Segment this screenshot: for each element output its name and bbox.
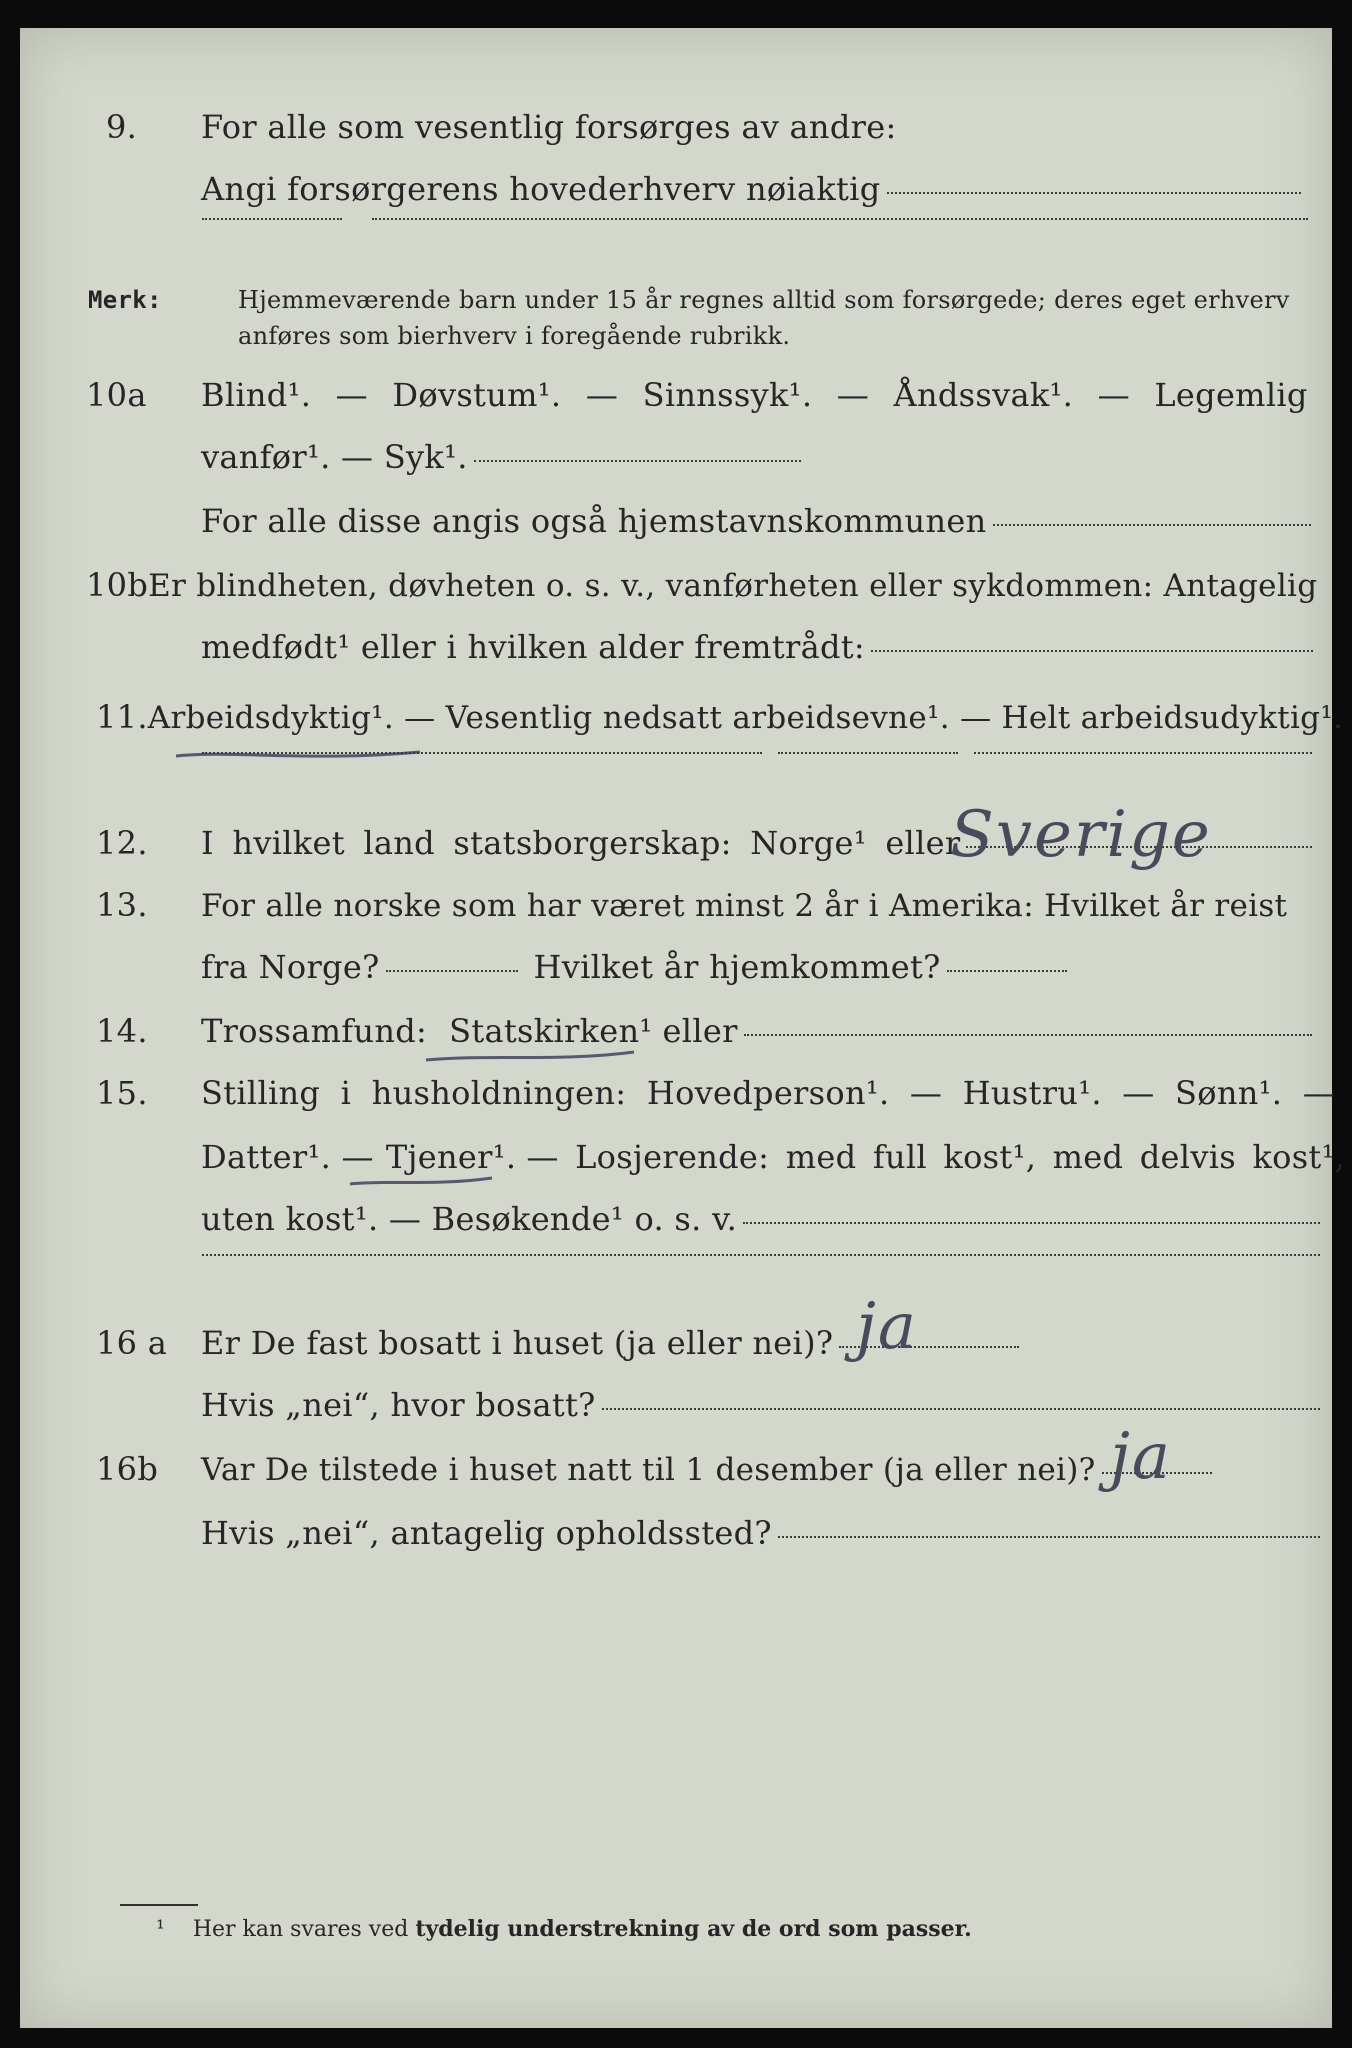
q15-text-1: Stilling i husholdningen: Hovedperson¹. — Hustru¹. — Sønn¹. —	[201, 1074, 1336, 1112]
q10a-number: 10a	[86, 376, 147, 414]
merk-label: Merk:	[88, 286, 162, 314]
q9-extra-line[interactable]	[196, 224, 1308, 226]
footnote	[156, 1916, 972, 1942]
q13-text-2a: fra Norge?	[201, 948, 380, 986]
q14-label: Trossamfund:	[201, 1012, 428, 1050]
q11-row-1	[96, 698, 1344, 736]
q16a-row-2	[201, 1386, 1320, 1424]
q9-extra-dots-1	[202, 218, 342, 220]
q15-option-tjener: Tjener¹.	[385, 1138, 517, 1176]
q12-number: 12.	[96, 824, 148, 862]
q13-text-1: For alle norske som har været minst 2 år i Amerika: Hvilket år reist	[201, 888, 1288, 924]
q13-number: 13.	[96, 886, 148, 924]
q16b-text-2: Hvis „nei“, antagelig opholdssted?	[201, 1514, 772, 1552]
q10a-row-2	[201, 438, 801, 476]
q15-text-3: uten kost¹. — Besøkende¹ o. s. v.	[201, 1200, 738, 1238]
q15-row-1	[96, 1074, 1336, 1112]
q15-row-3	[201, 1200, 1320, 1238]
q10a-answer-line-1[interactable]	[474, 460, 801, 462]
q11-number: 11.	[96, 698, 148, 736]
q11-extra-line[interactable]	[196, 758, 1312, 760]
q11-extra-dots-2	[778, 752, 958, 754]
q14-suffix: eller	[662, 1012, 738, 1050]
q10b-number: 10b	[86, 566, 149, 604]
q16a-text-2: Hvis „nei“, hvor bosatt?	[201, 1386, 596, 1424]
q10b-text-1: Er blindheten, døvheten o. s. v., vanførheten eller sykdommen: Antagelig	[148, 568, 1318, 604]
q16a-row-1	[96, 1324, 1316, 1362]
q9-row-2	[201, 170, 1301, 208]
q16a-answer-line-2[interactable]	[602, 1408, 1320, 1410]
q15-text-2a: Datter¹. —	[201, 1138, 374, 1176]
q15-extra-dots	[202, 1254, 1320, 1256]
q10a-answer-line-2[interactable]	[993, 524, 1311, 526]
merk-text-1: Hjemmeværende barn under 15 år regnes alltid som forsørgede; deres eget erhverv	[238, 286, 1290, 314]
q10b-answer-line[interactable]	[871, 650, 1313, 652]
q13-answer-line-2[interactable]	[947, 970, 1067, 972]
q16b-row-2	[201, 1514, 1320, 1552]
q10a-text-3: For alle disse angis også hjemstavnskommunen	[201, 502, 987, 540]
q11-text-1: Arbeidsdyktig¹. — Vesentlig nedsatt arbeidsevne¹. — Helt arbeidsudyktig¹.	[147, 700, 1344, 736]
q13-row-1	[96, 886, 1326, 924]
footnote-mark: ¹	[156, 1917, 165, 1942]
footnote-text-plain: Her kan svares ved	[192, 1917, 409, 1942]
q14-answer-line[interactable]	[744, 1034, 1312, 1036]
q16b-handwritten-answer: ja	[1110, 1420, 1172, 1494]
merk-text-2: anføres som bierhverv i foregående rubrikk.	[238, 322, 791, 350]
q16b-text-1: Var De tilstede i huset natt til 1 desember (ja eller nei)?	[201, 1452, 1096, 1488]
footnote-text-bold: tydelig understrekning av de ord som passer.	[415, 1916, 972, 1942]
q16a-text-1: Er De fast bosatt i huset (ja eller nei)?	[201, 1324, 834, 1362]
q9-number: 9.	[106, 108, 138, 146]
q15-number: 15.	[96, 1074, 148, 1112]
q10a-text-1: Blind¹. — Døvstum¹. — Sinnssyk¹. — Åndssvak¹. — Legemlig	[201, 376, 1308, 414]
q12-text-1: I hvilket land statsborgerskap: Norge¹ eller	[201, 824, 961, 862]
q10a-row-1	[86, 376, 1316, 414]
q15-row-2	[201, 1138, 1345, 1176]
q11-extra-dots-1	[202, 752, 762, 754]
q10a-text-2: vanfør¹. — Syk¹.	[201, 438, 468, 476]
q9-text-2: Angi forsørgerens hovederhverv nøiaktig	[201, 170, 881, 208]
footnote-rule	[120, 1904, 198, 1906]
q14-row-1	[96, 1012, 1312, 1050]
q9-text-1: For alle som vesentlig forsørges av andre:	[201, 108, 897, 146]
q13-answer-line-1[interactable]	[386, 970, 518, 972]
q10a-row-3	[201, 502, 1311, 540]
q13-text-2b: Hvilket år hjemkommet?	[533, 948, 941, 986]
q15-text-2c: — Losjerende: med full kost¹, med delvis kost¹,	[526, 1138, 1346, 1176]
merk-row-1	[88, 286, 1290, 314]
census-form-page	[20, 28, 1346, 2028]
q9-answer-line[interactable]	[887, 192, 1302, 194]
q15-answer-line[interactable]	[743, 1222, 1320, 1224]
q14-number: 14.	[96, 1012, 148, 1050]
q16a-handwritten-answer: ja	[856, 1290, 918, 1364]
q10b-row-2	[201, 628, 1313, 666]
q12-handwritten-answer: Sverige	[950, 798, 1212, 872]
q9-extra-dots-2	[372, 218, 1308, 220]
q10b-row-1	[86, 566, 1316, 604]
q16b-answer-line-2[interactable]	[778, 1536, 1320, 1538]
q15-extra-line[interactable]	[196, 1260, 1320, 1262]
q14-option-statskirken: Statskirken¹	[449, 1012, 653, 1050]
q9-row-1	[106, 108, 897, 146]
q11-extra-dots-3	[974, 752, 1312, 754]
q10b-text-2: medfødt¹ eller i hvilken alder fremtrådt:	[201, 628, 865, 666]
q16a-number: 16 a	[96, 1324, 168, 1362]
merk-row-2	[238, 322, 790, 350]
q13-row-2	[201, 948, 1067, 986]
q16b-number: 16b	[96, 1450, 159, 1488]
